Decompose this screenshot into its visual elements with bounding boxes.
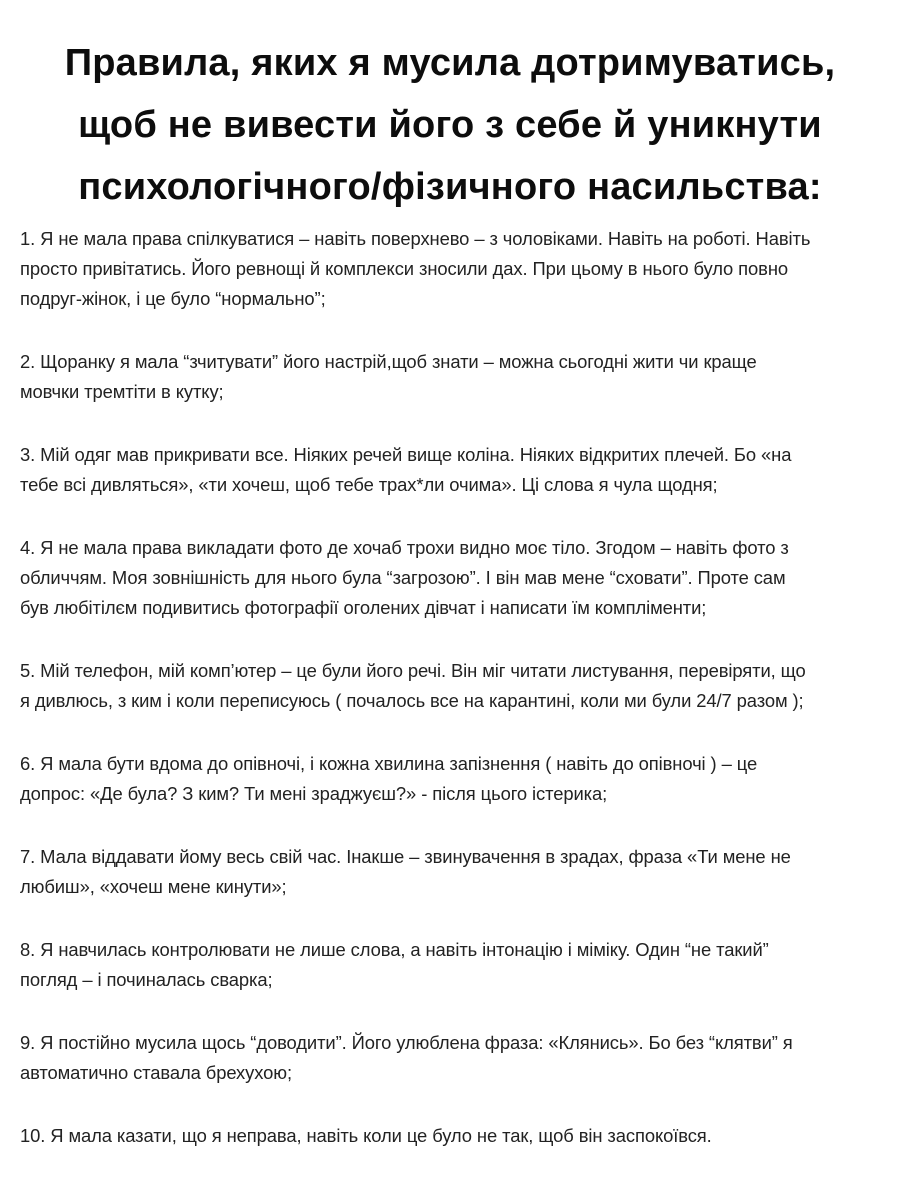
- rules-list: [20, 224, 888, 1184]
- rule-line: я дивлюсь, з ким і коли переписуюсь ( почалось все на карантині, коли ми були 24/7 разом );: [20, 690, 804, 711]
- rule-line: 6. Я мала бути вдома до опівночі, і кожна хвилина запізнення ( навіть до опівночі ) – це: [20, 753, 758, 774]
- page-title: [20, 32, 880, 218]
- rule-item-2: [20, 347, 888, 407]
- title-line: щоб не вивести його з себе й уникнути: [78, 104, 822, 146]
- rule-line: 5. Мій телефон, мій комп’ютер – це були його речі. Він міг читати листування, перевіряти, що: [20, 660, 806, 681]
- title-line: психологічного/фізичного насильства:: [78, 166, 822, 208]
- rule-line: 3. Мій одяг мав прикривати все. Ніяких речей вище коліна. Ніяких відкритих плечей. Бо «на: [20, 444, 792, 465]
- rule-line: 7. Мала віддавати йому весь свій час. Інакше – звинувачення в зрадах, фраза «Ти мене не: [20, 846, 791, 867]
- rule-item-6: [20, 749, 888, 809]
- rule-line: обличчям. Моя зовнішність для нього була “загрозою”. І він мав мене “сховати”. Проте сам: [20, 567, 786, 588]
- rule-line: 10. Я мала казати, що я неправа, навіть коли це було не так, щоб він заспокоївся.: [20, 1125, 712, 1146]
- rule-line: 2. Щоранку я мала “зчитувати” його настрій,щоб знати – можна сьогодні жити чи краще: [20, 351, 757, 372]
- rule-item-5: [20, 656, 888, 716]
- rule-line: погляд – і починалась сварка;: [20, 969, 273, 990]
- rule-item-3: [20, 440, 888, 500]
- rule-item-9: [20, 1028, 888, 1088]
- rule-line: допрос: «Де була? З ким? Ти мені зраджуєш?» - після цього істерика;: [20, 783, 608, 804]
- rule-line: 8. Я навчилась контролювати не лише слова, а навіть інтонацію і міміку. Один “не такий”: [20, 939, 769, 960]
- rule-line: автоматично ставала брехухою;: [20, 1062, 292, 1083]
- rule-line: 9. Я постійно мусила щось “доводити”. Його улюблена фраза: «Клянись». Бо без “клятви” я: [20, 1032, 793, 1053]
- rule-line: 1. Я не мала права спілкуватися – навіть поверхнево – з чоловіками. Навіть на роботі. Навіть: [20, 228, 811, 249]
- title-line: Правила, яких я мусила дотримуватись,: [64, 42, 836, 84]
- rule-line: подруг-жінок, і це було “нормально”;: [20, 288, 326, 309]
- rule-item-1: [20, 224, 888, 314]
- rule-item-8: [20, 935, 888, 995]
- rule-item-7: [20, 842, 888, 902]
- rule-line: просто привітатись. Його ревнощі й комплекси зносили дах. При цьому в нього було повно: [20, 258, 789, 279]
- rule-line: був любітілєм подивитись фотографії оголених дівчат і написати їм компліменти;: [20, 597, 707, 618]
- rule-line: любиш», «хочеш мене кинути»;: [20, 876, 287, 897]
- rule-line: 4. Я не мала права викладати фото де хочаб трохи видно моє тіло. Згодом – навіть фото з: [20, 537, 789, 558]
- rule-item-10: [20, 1121, 888, 1151]
- rule-line: тебе всі дивляться», «ти хочеш, щоб тебе трах*ли очима». Ці слова я чула щодня;: [20, 474, 718, 495]
- rule-line: мовчки тремтіти в кутку;: [20, 381, 224, 402]
- rule-item-4: [20, 533, 888, 623]
